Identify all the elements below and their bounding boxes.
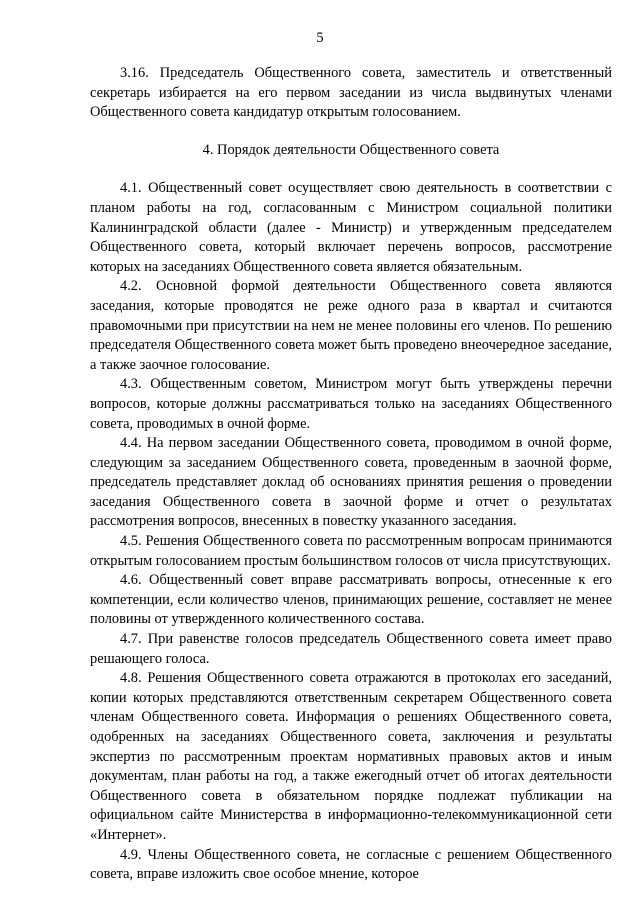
- paragraph-4-4: 4.4. На первом заседании Общественного совета, проводимом в очной форме, следующим за заседанием Общественного совета, проведенным в заочной форме, председатель представляет доклад об основаниях принятия решения о проведении заседания Общественного совета в заочной форме и отчет о результатах рассмотрения вопросов, внесенных в повестку указанного заседания.: [90, 435, 612, 530]
- section-heading: 4. Порядок деятельности Общественного совета: [202, 141, 500, 158]
- paragraph-4-5: 4.5. Решения Общественного совета по рассмотренным вопросам принимаются открытым голосованием простым большинством голосов от числа присутствующих.: [90, 533, 612, 569]
- page-number: 5: [316, 30, 324, 46]
- paragraph-4-9: 4.9. Члены Общественного совета, не согласные с решением Общественного совета, вправе изложить свое особое мнение, которое: [90, 846, 612, 883]
- paragraph-4-1: 4.1. Общественный совет осуществляет свою деятельность в соответствии с планом работы на год, согласованным с Министром социальной политики Калининградской области (далее - Министр) и утвержденным председателем Общественного совета, который включает перечень вопросов, рассмотрение которых на заседаниях Общественного совета является обязательным.: [90, 180, 612, 275]
- paragraph-3-16: 3.16. Председатель Общественного совета, заместитель и ответственный секретарь избирается на его первом заседании из числа выдвинутых членами Общественного совета кандидатур открытым голосованием.: [90, 65, 612, 121]
- document-body: [90, 64, 612, 885]
- paragraph-4-7: 4.7. При равенстве голосов председатель Общественного совета имеет право решающего голоса.: [90, 631, 612, 667]
- paragraph-4-3: 4.3. Общественным советом, Министром могут быть утверждены перечни вопросов, которые должны рассматриваться только на заседаниях Общественного совета, проводимых в очной форме.: [90, 376, 612, 432]
- paragraph-4-2: 4.2. Основной формой деятельности Общественного совета являются заседания, которые проводятся не реже одного раза в квартал и считаются правомочными при присутствии на нем не менее половины его членов. По решению председателя Общественного совета может быть проведено внеочередное заседание, а также заочное голосование.: [90, 278, 612, 373]
- paragraph-4-6: 4.6. Общественный совет вправе рассматривать вопросы, отнесенные к его компетенции, если количество членов, принимающих решение, составляет не менее половины от утвержденного количественного состава.: [90, 572, 612, 628]
- paragraph-4-8: 4.8. Решения Общественного совета отражаются в протоколах его заседаний, копии которых представляются ответственным секретарем Общественного совета членам Общественного совета. Информация о решениях Общественного совета, одобренных на заседаниях Общественного совета, заключения и результаты экспертиз по рассмотренным проектам нормативных правовых актов и иным документам, план работы на год, а также ежегодный отчет об итогах деятельности Общественного совета в обязательном порядке подлежат публикации на официальном сайте Министерства в информационно-телекоммуникационной сети «Интернет».: [90, 670, 612, 843]
